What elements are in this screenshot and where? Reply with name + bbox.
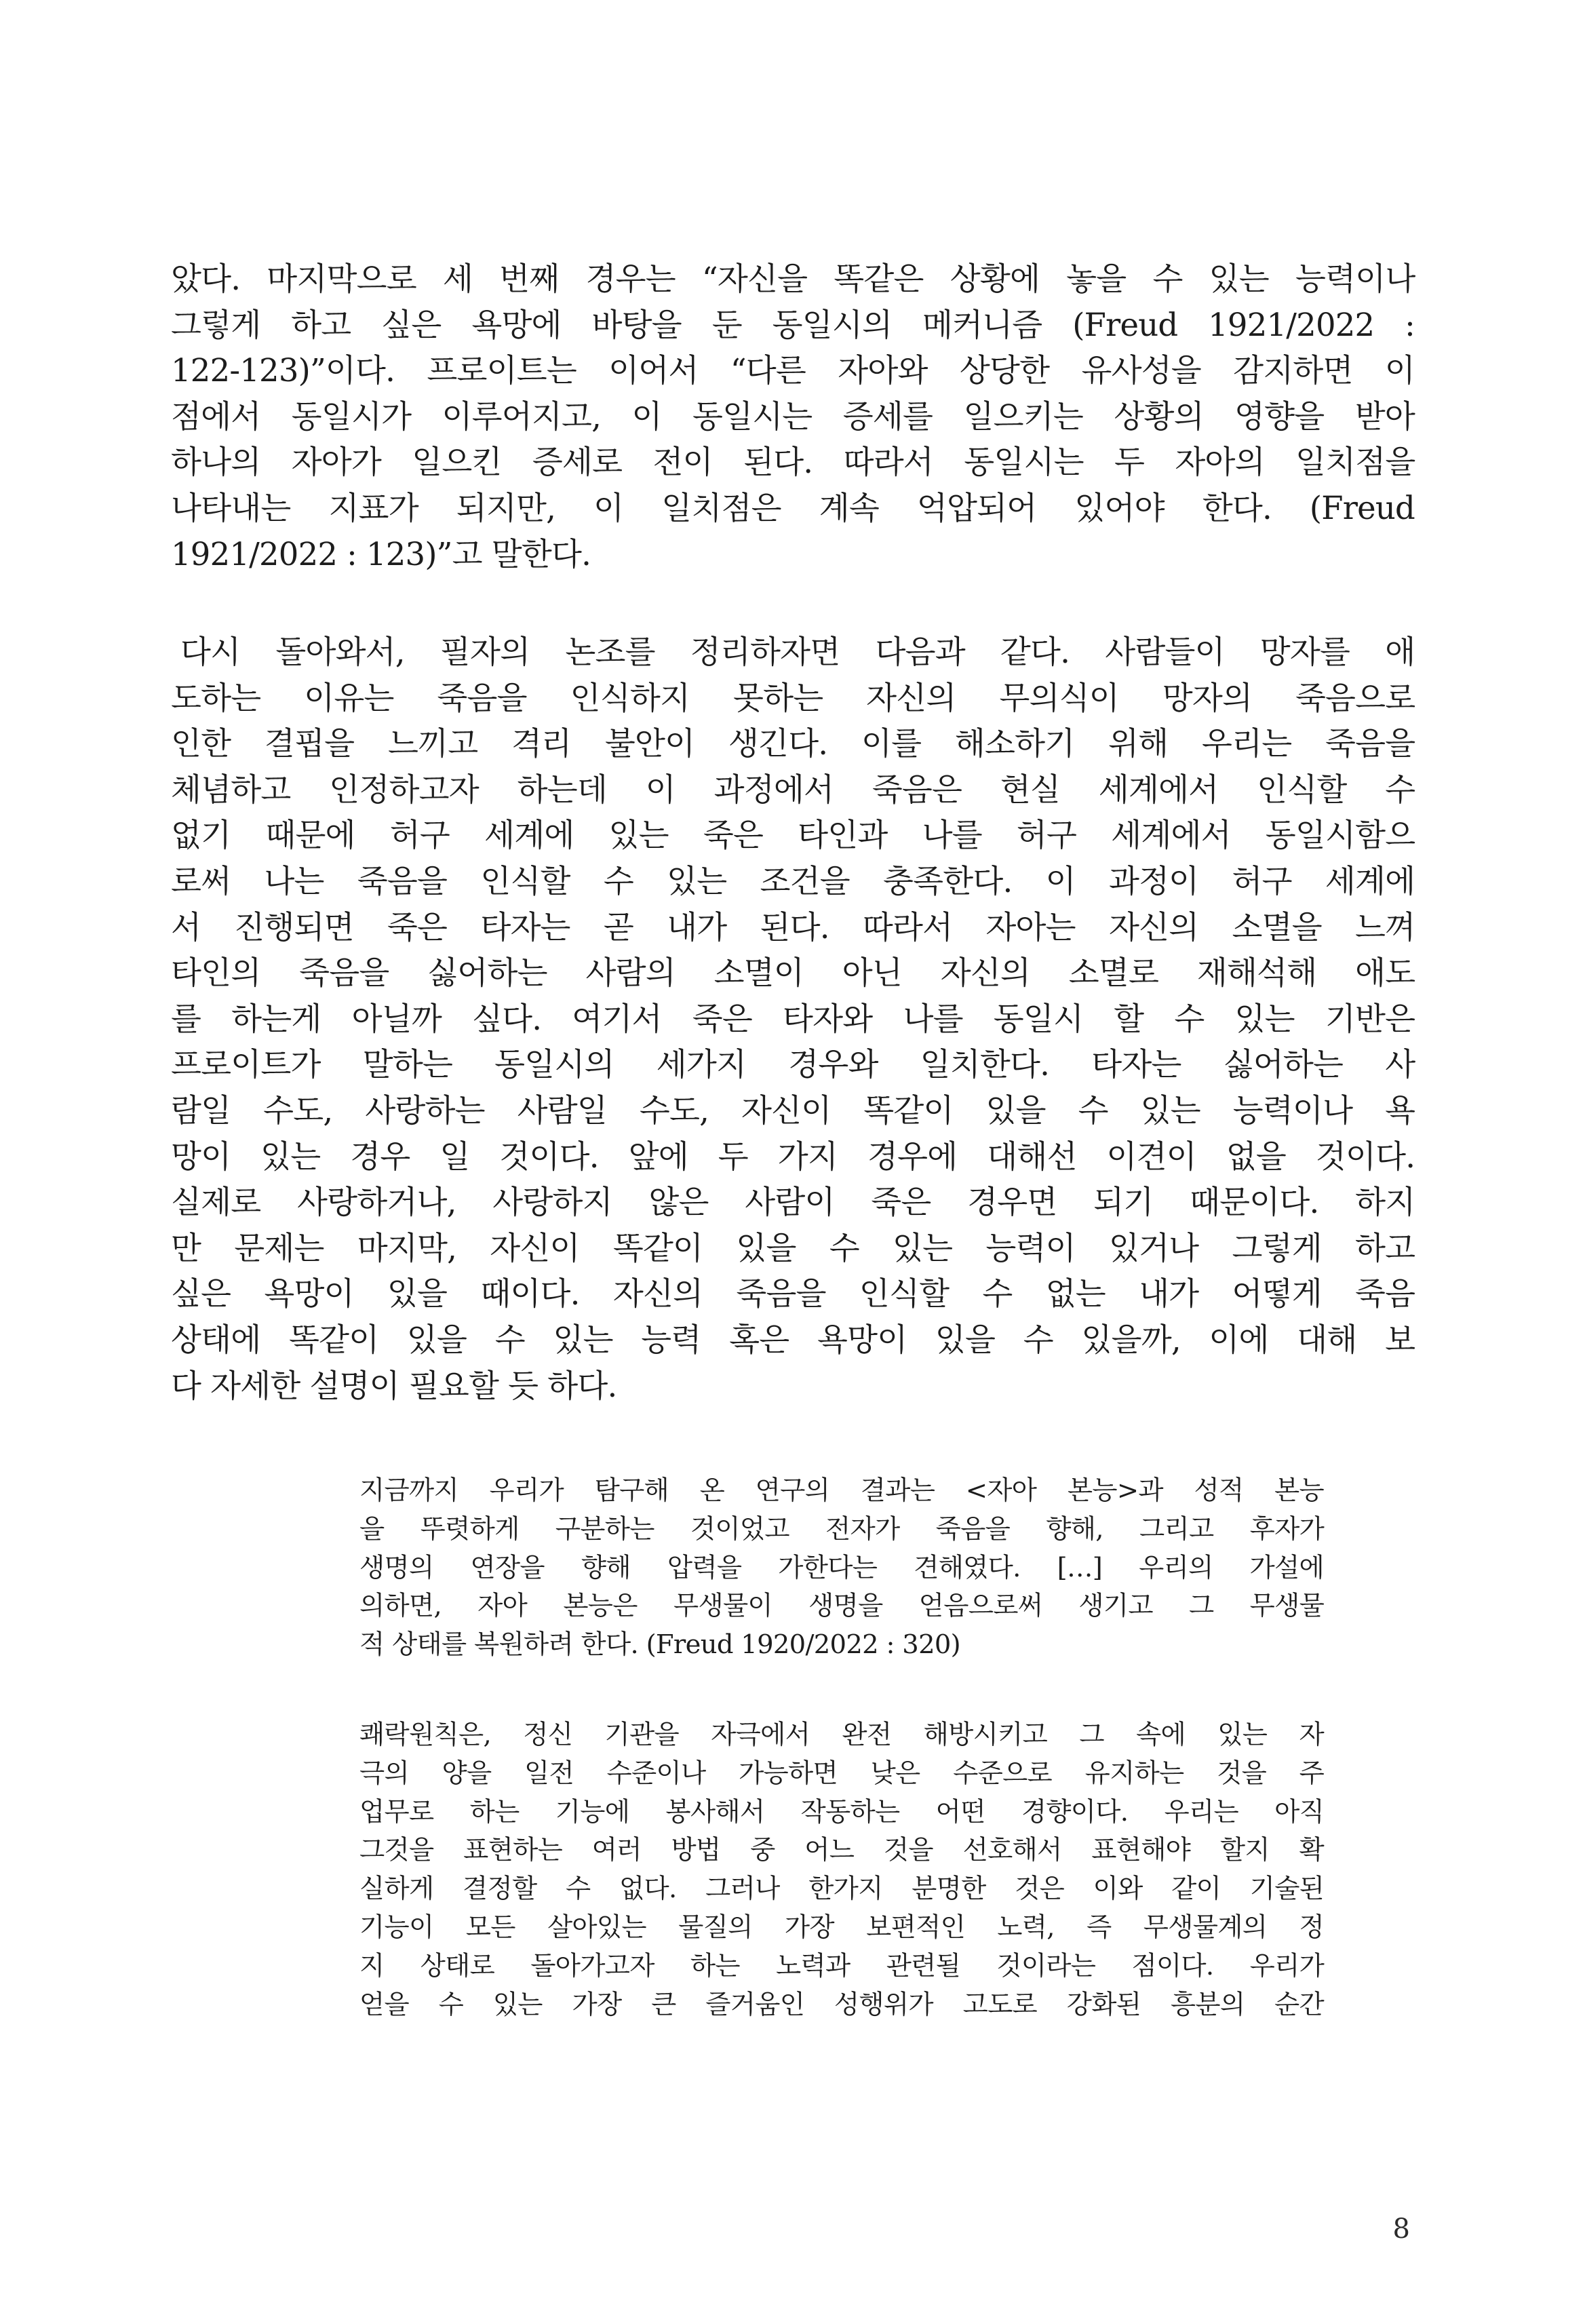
quote-line: 지금까지 우리가 탐구해 온 연구의 결과는 <자아 본능>과 성적 본능 bbox=[359, 1475, 1324, 1506]
quote-line: 극의 양을 일전 수준이나 가능하면 낮은 수준으로 유지하는 것을 주 bbox=[359, 1758, 1325, 1789]
quote-line: 업무로 하는 기능에 봉사해서 작동하는 어떤 경향이다. 우리는 아직 bbox=[359, 1796, 1325, 1827]
text-line: 도하는 이유는 죽음을 인식하지 못하는 자신의 무의식이 망자의 죽음으로 bbox=[171, 679, 1415, 716]
text-line: 실제로 사랑하거나, 사랑하지 않은 사람이 죽은 경우면 되기 때문이다. 하지 bbox=[171, 1184, 1415, 1221]
quote-line: 기능이 모든 살아있는 물질의 가장 보편적인 노력, 즉 무생물계의 정 bbox=[359, 1912, 1324, 1943]
text-line: 인한 결핍을 느끼고 격리 불안이 생긴다. 이를 해소하기 위해 우리는 죽음을 bbox=[171, 725, 1415, 762]
text-line: 나타내는 지표가 되지만, 이 일치점은 계속 억압되어 있어야 한다. (Freud bbox=[171, 489, 1415, 526]
text-line: 를 하는게 아닐까 싶다. 여기서 죽은 타자와 나를 동일시 할 수 있는 기반은 bbox=[171, 1000, 1415, 1037]
quote-line: 생명의 연장을 향해 압력을 가한다는 견해였다. […] 우리의 가설에 bbox=[359, 1552, 1324, 1583]
text-line: 하나의 자아가 일으킨 증세로 전이 된다. 따라서 동일시는 두 자아의 일치점을 bbox=[171, 444, 1415, 481]
body-paragraph bbox=[171, 256, 1415, 577]
quote-line: 그것을 표현하는 여러 방법 중 어느 것을 선호해서 표현해야 할지 확 bbox=[359, 1835, 1324, 1866]
text-line: 로써 나는 죽음을 인식할 수 있는 조건을 충족한다. 이 과정이 허구 세계에 bbox=[171, 862, 1415, 899]
text-line: 람일 수도, 사랑하는 사람일 수도, 자신이 똑같이 있을 수 있는 능력이나 욕 bbox=[171, 1091, 1415, 1129]
page-number: 8 bbox=[1392, 2213, 1410, 2245]
text-line: 없기 때문에 허구 세계에 있는 죽은 타인과 나를 허구 세계에서 동일시함으 bbox=[171, 817, 1415, 854]
text-line: 았다. 마지막으로 세 번째 경우는 “자신을 똑같은 상황에 놓을 수 있는 능력이나 bbox=[171, 260, 1415, 297]
text-line: 상태에 똑같이 있을 수 있는 능력 혹은 욕망이 있을 수 있을까, 이에 대해 보 bbox=[171, 1321, 1415, 1358]
quote-line: 실하게 결정할 수 없다. 그러나 한가지 분명한 것은 이와 같이 기술된 bbox=[359, 1874, 1325, 1905]
text-line: 프로이트가 말하는 동일시의 세가지 경우와 일치한다. 타자는 싫어하는 사 bbox=[171, 1046, 1415, 1083]
text-line: 122-123)”이다. 프로이트는 이어서 “다른 자아와 상당한 유사성을 감지하면 이 bbox=[171, 352, 1415, 389]
text-line: 점에서 동일시가 이루어지고, 이 동일시는 증세를 일으키는 상황의 영향을 받아 bbox=[171, 398, 1415, 435]
text-line: 타인의 죽음을 싫어하는 사람의 소멸이 아닌 자신의 소멸로 재해석해 애도 bbox=[171, 954, 1415, 992]
quote-line: 을 뚜렷하게 구분하는 것이었고 전자가 죽음을 향해, 그리고 후자가 bbox=[359, 1513, 1325, 1545]
quote-line: 얻을 수 있는 가장 큰 즐거움인 성행위가 고도로 강화된 흥분의 순간 bbox=[359, 1989, 1324, 2020]
text-line: 싶은 욕망이 있을 때이다. 자신의 죽음을 인식할 수 없는 내가 어떻게 죽음 bbox=[171, 1275, 1415, 1313]
text-line: 1921/2022 : 123)”고 말한다. bbox=[171, 535, 591, 573]
text-line-content: 다시 돌아와서, 필자의 논조를 정리하자면 다음과 같다. 사람들이 망자를 애 bbox=[180, 634, 1415, 670]
text-line: 다 자세한 설명이 필요할 듯 하다. bbox=[171, 1367, 617, 1404]
text-line bbox=[171, 630, 1415, 676]
text-line: 만 문제는 마지막, 자신이 똑같이 있을 수 있는 능력이 있거나 그렇게 하고 bbox=[171, 1229, 1415, 1266]
block-quote bbox=[359, 1472, 1324, 1665]
block-quote bbox=[359, 1716, 1324, 2024]
text-line: 서 진행되면 죽은 타자는 곧 내가 된다. 따라서 자아는 자신의 소멸을 느껴 bbox=[171, 908, 1415, 946]
quote-line: 지 상태로 돌아가고자 하는 노력과 관련될 것이라는 점이다. 우리가 bbox=[359, 1950, 1325, 1981]
text-line: 망이 있는 경우 일 것이다. 앞에 두 가지 경우에 대해선 이견이 없을 것이다. bbox=[171, 1138, 1415, 1175]
text-line: 체념하고 인정하고자 하는데 이 과정에서 죽음은 현실 세계에서 인식할 수 bbox=[171, 771, 1415, 808]
body-paragraph bbox=[171, 630, 1415, 1409]
text-line: 그렇게 하고 싶은 욕망에 바탕을 둔 동일시의 메커니즘 (Freud 1921/2022 : bbox=[171, 306, 1415, 343]
quote-line: 적 상태를 복원하려 한다. (Freud 1920/2022 : 320) bbox=[359, 1629, 960, 1661]
quote-line: 의하면, 자아 본능은 무생물이 생명을 얻음으로써 생기고 그 무생물 bbox=[359, 1591, 1325, 1622]
quote-line: 쾌락원칙은, 정신 기관을 자극에서 완전 해방시키고 그 속에 있는 자 bbox=[359, 1720, 1324, 1750]
